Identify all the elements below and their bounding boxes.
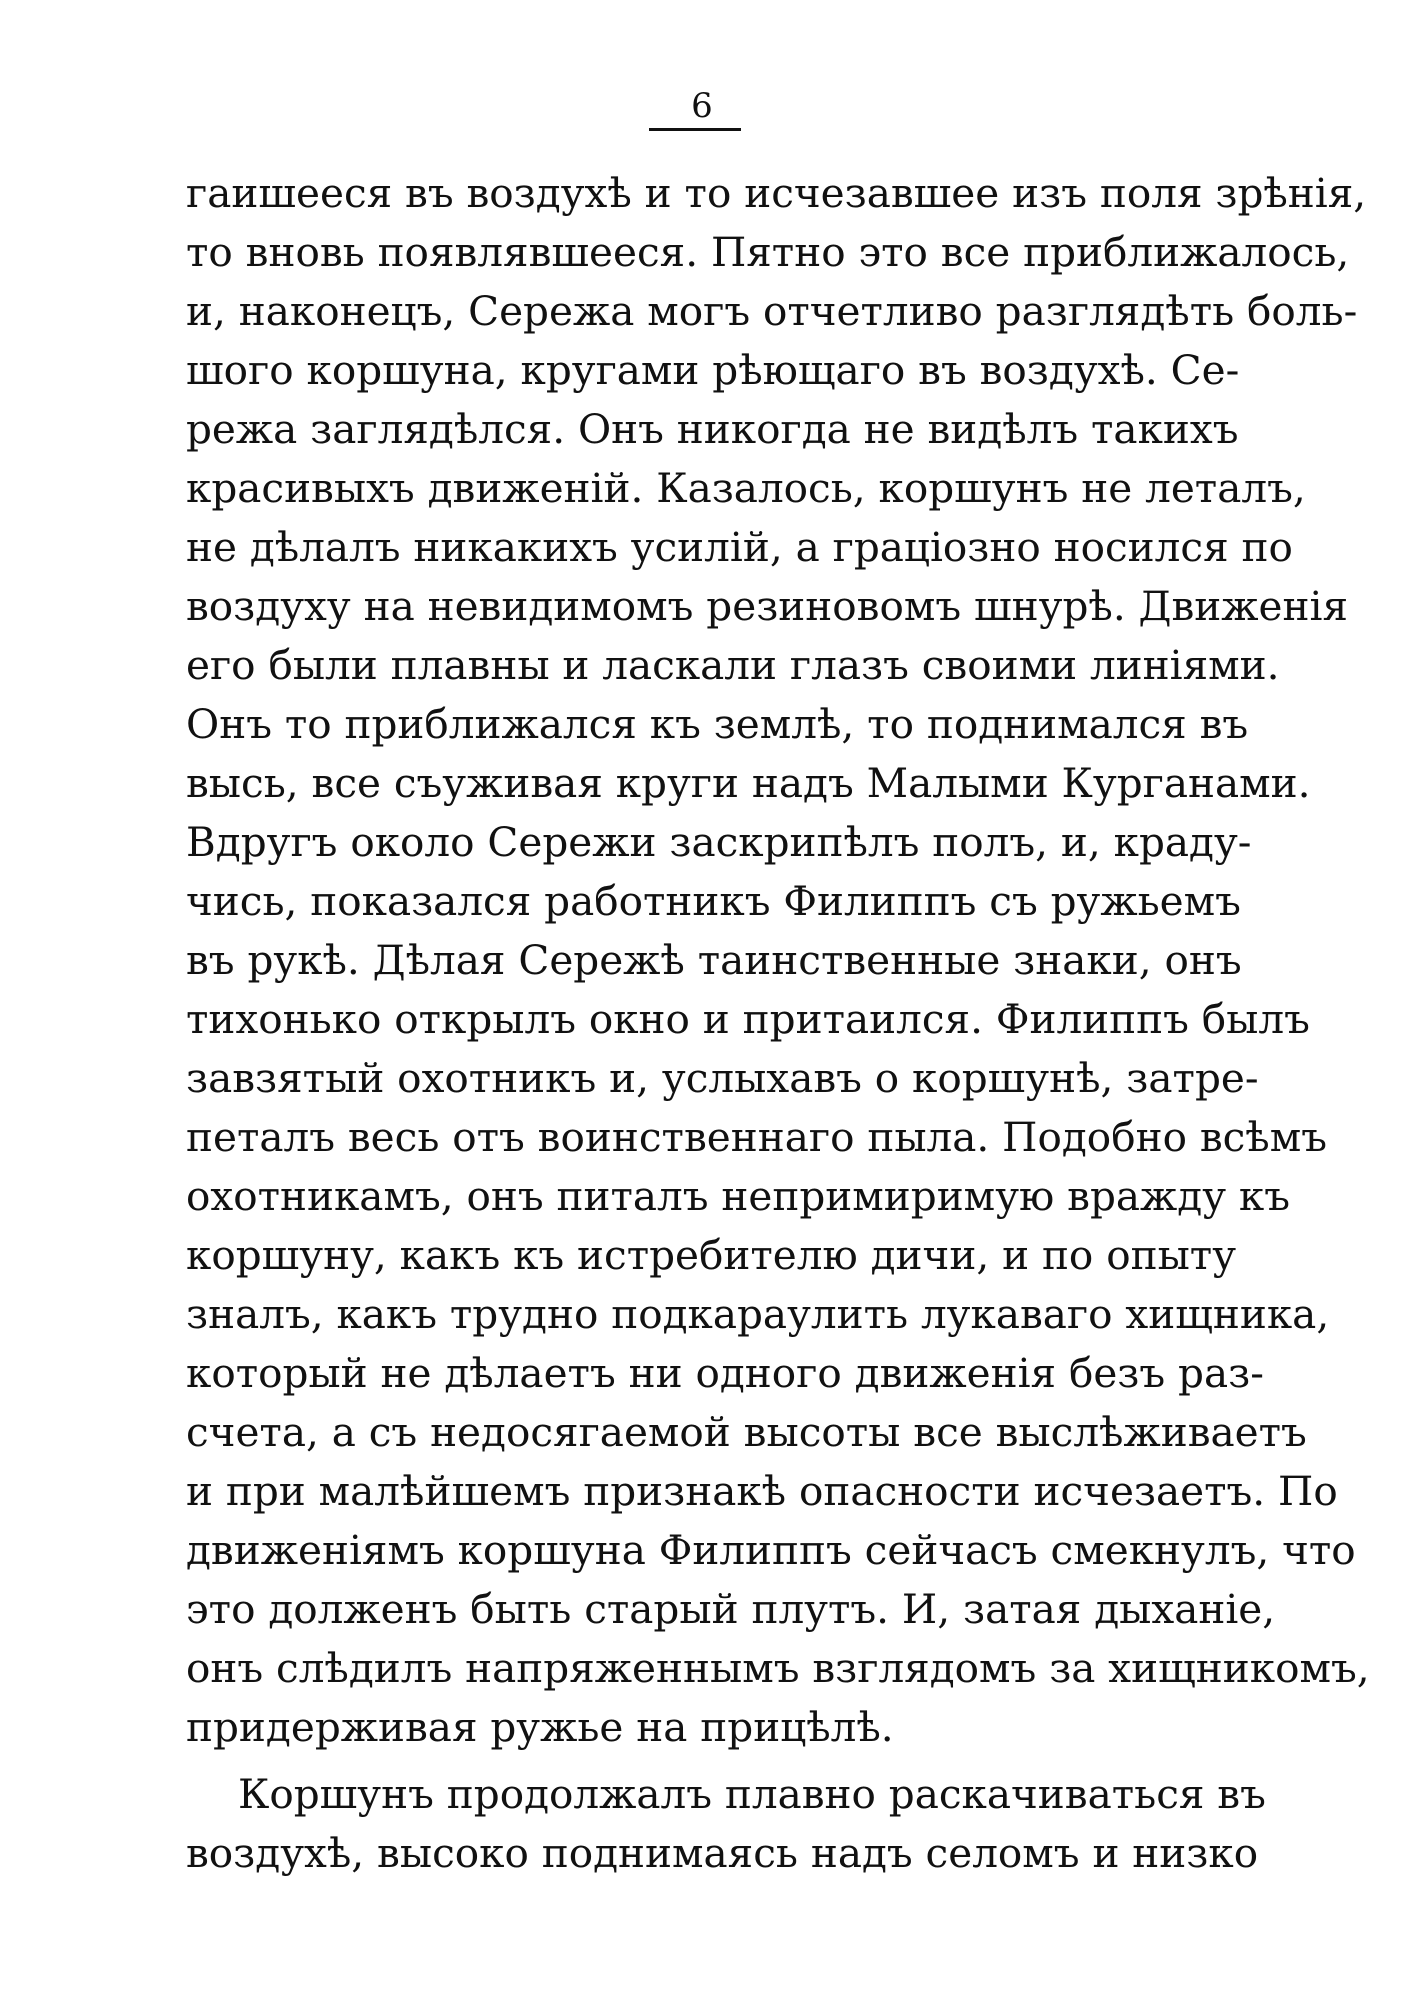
text-line: и при малѣйшемъ признакѣ опасности исчезаетъ. По [186,1467,1338,1515]
text-line: чись, показался работникъ Филиппъ съ ружьемъ [186,877,1241,925]
text-line: охотникамъ, онъ питалъ непримиримую вражду къ [186,1172,1291,1220]
text-line: Онъ то приближался къ землѣ, то поднимался въ [186,700,1249,748]
text-line: красивыхъ движеній. Казалось, коршунъ не леталъ, [186,464,1306,512]
text-line: тихонько открылъ окно и притаился. Филиппъ былъ [186,995,1310,1043]
text-line: не дѣлалъ никакихъ усилій, а граціозно носился по [186,523,1293,571]
text-line: Коршунъ продолжалъ плавно раскачиваться въ [238,1770,1266,1818]
text-line: коршуну, какъ къ истребителю дичи, и по опыту [186,1231,1237,1279]
text-line: придерживая ружье на прицѣлѣ. [186,1703,894,1751]
paragraph-gap [186,1757,1206,1765]
text-line: петалъ весь отъ воинственнаго пыла. Подобно всѣмъ [186,1113,1328,1161]
text-line: движеніямъ коршуна Филиппъ сейчасъ смекнулъ, что [186,1526,1356,1574]
page-number: 6 [691,86,713,126]
text-line: зналъ, какъ трудно подкараулить лукаваго хищника, [186,1290,1330,1338]
page-number-rule [649,128,741,131]
text-line: гаишееся въ воздухѣ и то исчезавшее изъ поля зрѣнія, [186,169,1367,217]
text-line: воздуху на невидимомъ резиновомъ шнурѣ. Движенія [186,582,1349,630]
body-text [186,164,1370,1883]
text-line: режа заглядѣлся. Онъ никогда не видѣлъ такихъ [186,405,1239,453]
text-line: это долженъ быть старый плутъ. И, затая дыханіе, [186,1585,1276,1633]
text-line: завзятый охотникъ и, услыхавъ о коршунѣ, затре- [186,1054,1259,1102]
text-line: шого коршуна, кругами рѣющаго въ воздухѣ. Се- [186,346,1240,394]
text-line: то вновь появлявшееся. Пятно это все приближалось, [186,228,1350,276]
paragraph-1 [186,164,1370,1757]
text-line: въ рукѣ. Дѣлая Сережѣ таинственные знаки, онъ [186,936,1242,984]
text-line: который не дѣлаетъ ни одного движенія безъ раз- [186,1349,1264,1397]
text-line: его были плавны и ласкали глазъ своими линіями. [186,641,1280,689]
text-line: и, наконецъ, Сережа могъ отчетливо разглядѣть боль- [186,287,1358,335]
text-line: счета, а съ недосягаемой высоты все выслѣживаетъ [186,1408,1307,1456]
text-line: воздухѣ, высоко поднимаясь надъ селомъ и низко [186,1829,1259,1877]
text-line: онъ слѣдилъ напряженнымъ взглядомъ за хищникомъ, [186,1644,1370,1692]
text-line: Вдругъ около Сережи заскрипѣлъ полъ, и, краду- [186,818,1252,866]
paragraph-2 [186,1765,1266,1883]
text-line: высь, все съуживая круги надъ Малыми Курганами. [186,759,1311,807]
